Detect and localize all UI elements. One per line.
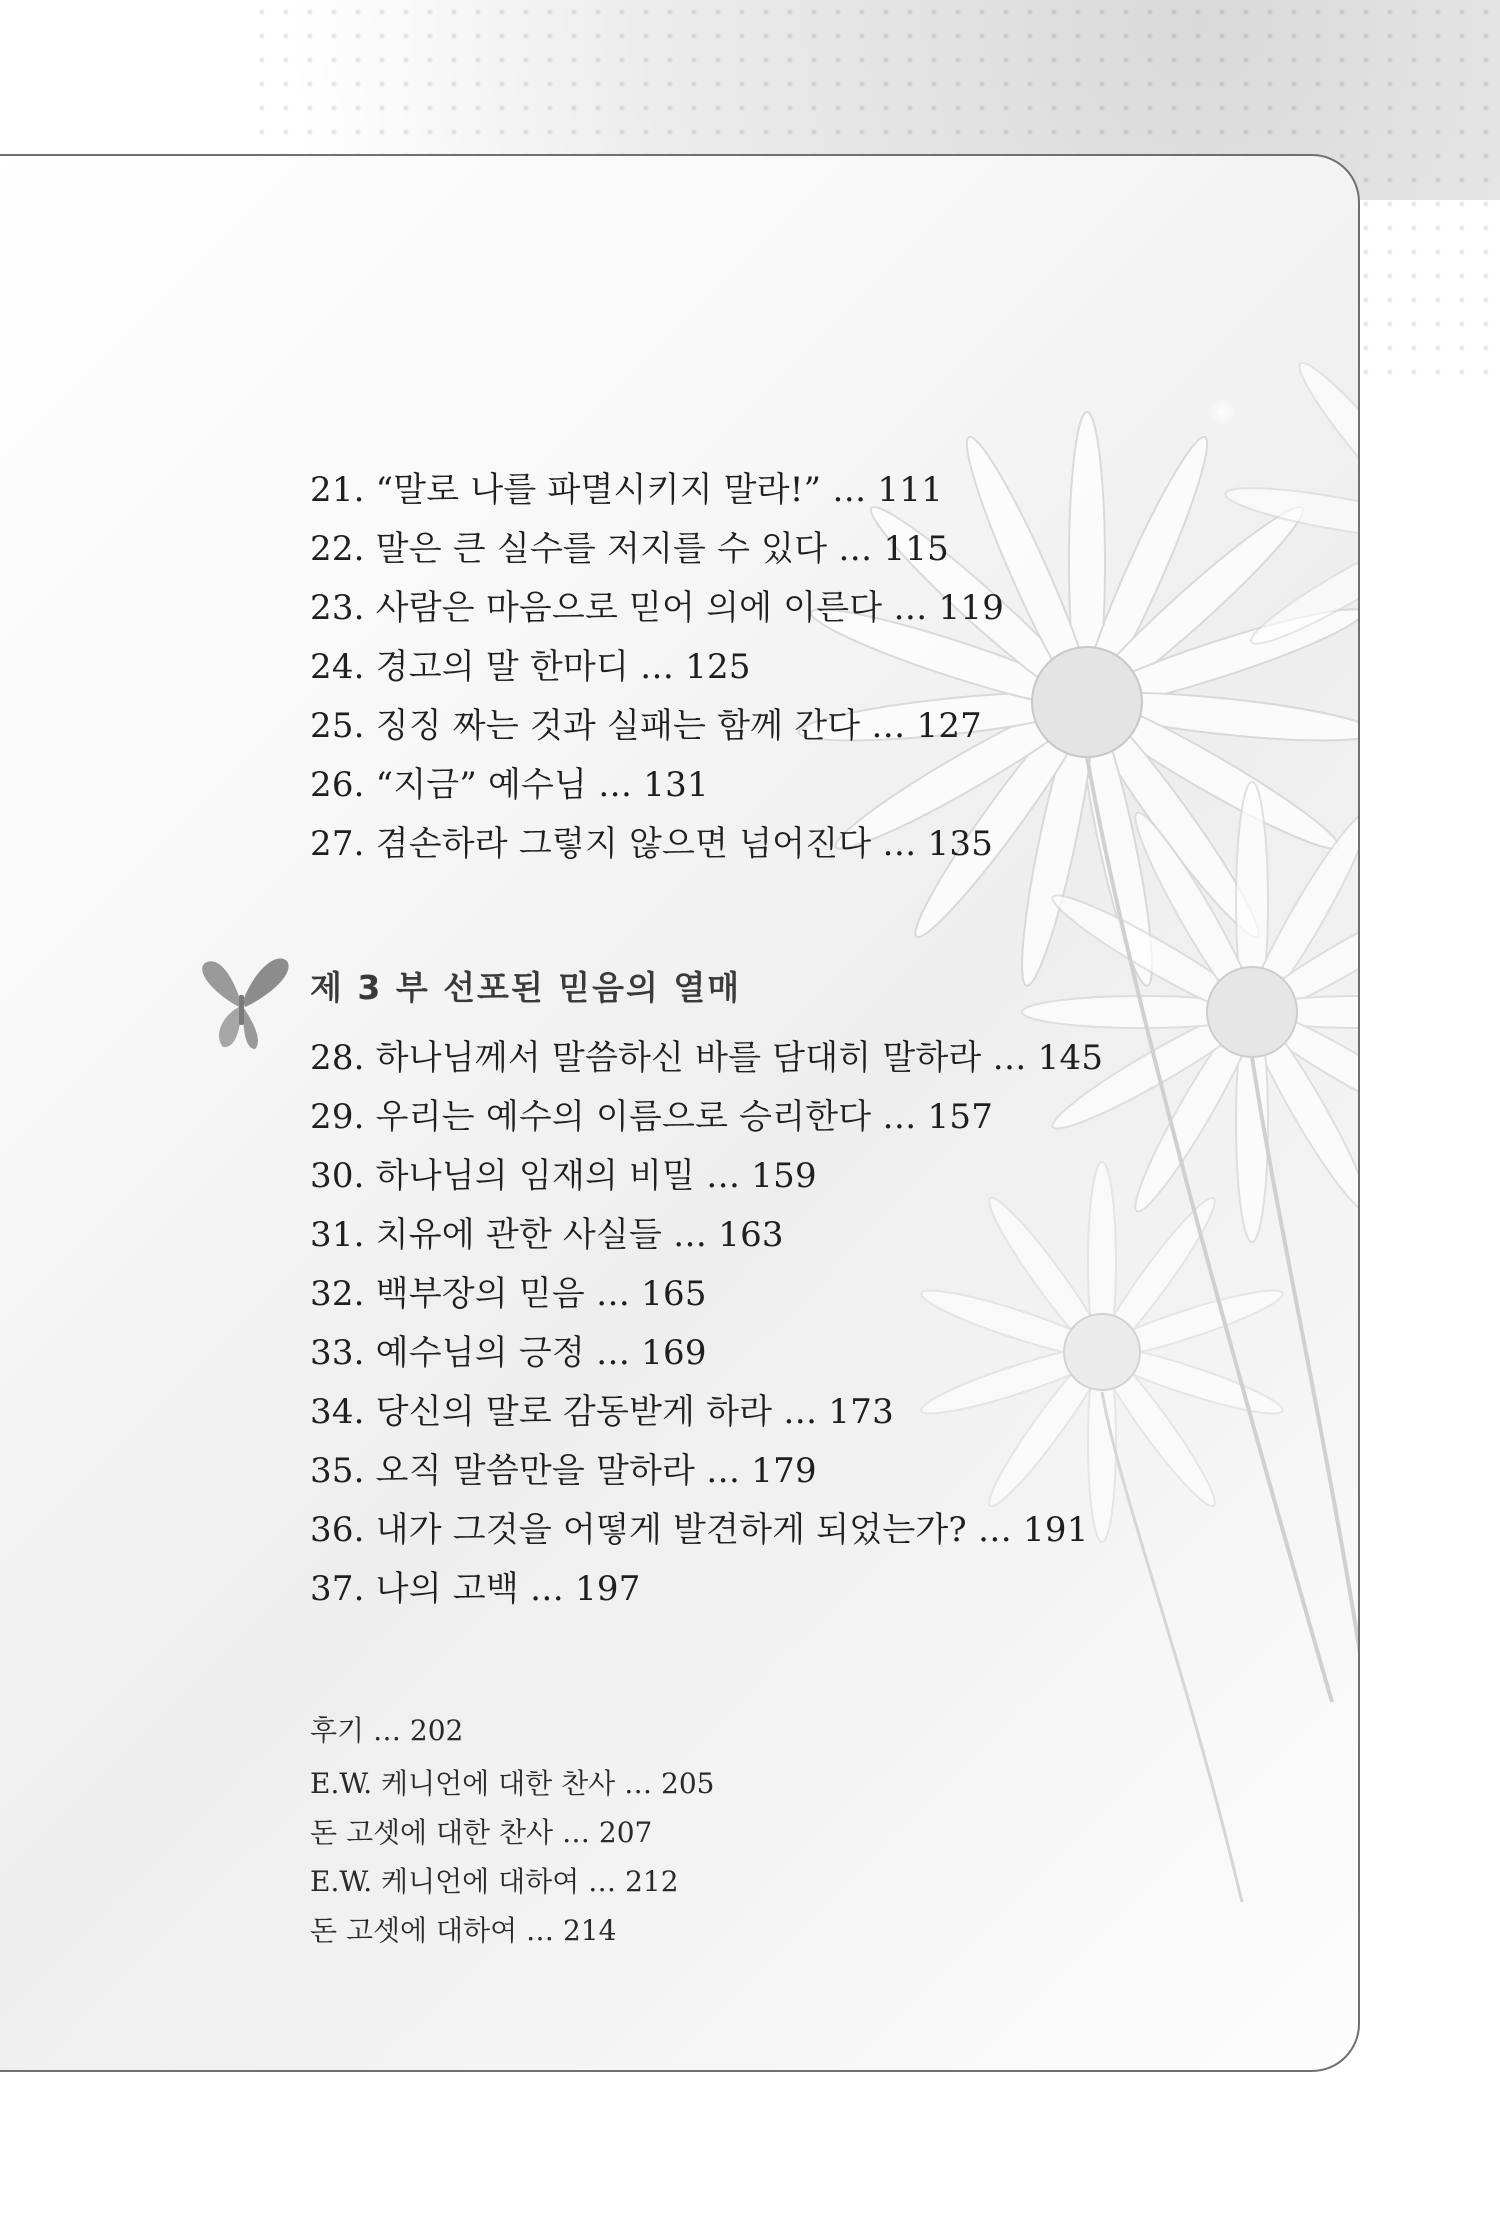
- toc-entry[interactable]: 22. 말은 큰 실수를 저지를 수 있다 … 115: [310, 529, 949, 569]
- appendix-entry[interactable]: 후기 … 202: [310, 1714, 464, 1747]
- toc-entry[interactable]: 25. 징징 짜는 것과 실패는 함께 간다 … 127: [310, 706, 982, 746]
- toc-entry[interactable]: 33. 예수님의 긍정 … 169: [310, 1333, 707, 1373]
- butterfly-icon: [183, 945, 295, 1057]
- toc-entry[interactable]: 34. 당신의 말로 감동받게 하라 … 173: [310, 1392, 894, 1432]
- toc-entry[interactable]: 37. 나의 고백 … 197: [310, 1569, 641, 1609]
- toc-entry[interactable]: 30. 하나님의 임재의 비밀 … 159: [310, 1156, 817, 1196]
- toc-entry[interactable]: 24. 경고의 말 한마디 … 125: [310, 647, 751, 687]
- toc-entry[interactable]: 29. 우리는 예수의 이름으로 승리한다 … 157: [310, 1097, 994, 1137]
- section-title-part3: 제 3 부 선포된 믿음의 열매: [310, 968, 742, 1007]
- appendix-entry[interactable]: E.W. 케니언에 대한 찬사 … 205: [310, 1767, 715, 1800]
- toc-entry[interactable]: 26. “지금” 예수님 … 131: [310, 765, 709, 805]
- toc-entry[interactable]: 31. 치유에 관한 사실들 … 163: [310, 1215, 784, 1255]
- toc-entry[interactable]: 23. 사람은 마음으로 믿어 의에 이른다 … 119: [310, 588, 1005, 628]
- toc-entry[interactable]: 35. 오직 말씀만을 말하라 … 179: [310, 1451, 817, 1491]
- appendix-entry[interactable]: 돈 고셋에 대하여 … 214: [310, 1914, 617, 1947]
- appendix-entry[interactable]: 돈 고셋에 대한 찬사 … 207: [310, 1816, 653, 1849]
- toc-entry[interactable]: 27. 겸손하라 그렇지 않으면 넘어진다 … 135: [310, 824, 994, 864]
- appendix-entry[interactable]: E.W. 케니언에 대하여 … 212: [310, 1865, 679, 1898]
- toc-entry[interactable]: 28. 하나님께서 말씀하신 바를 담대히 말하라 … 145: [310, 1038, 1104, 1078]
- toc-entry[interactable]: 32. 백부장의 믿음 … 165: [310, 1274, 707, 1314]
- toc-entry[interactable]: 36. 내가 그것을 어떻게 발견하게 되었는가? … 191: [310, 1510, 1089, 1550]
- toc-entry[interactable]: 21. “말로 나를 파멸시키지 말라!” … 111: [310, 470, 943, 510]
